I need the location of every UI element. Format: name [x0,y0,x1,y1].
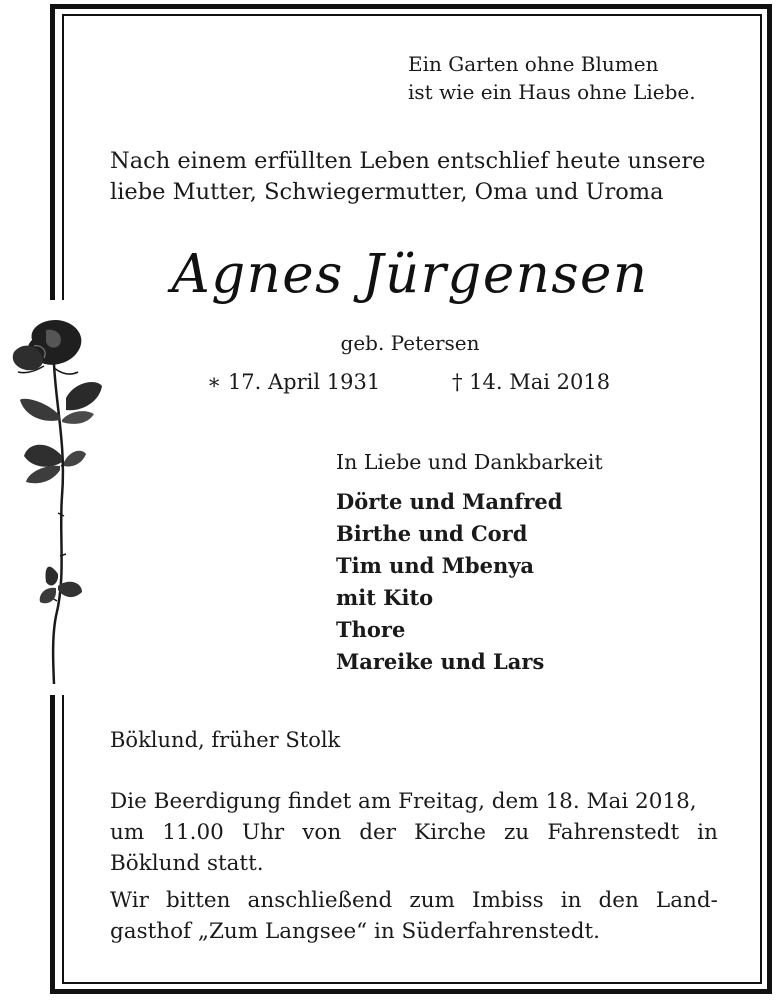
funeral-line-justified [110,817,718,848]
funeral-word: Uhr [241,820,285,845]
funeral-word: Wir [110,888,149,913]
motto-line: Ein Garten ohne Blumen [408,52,659,76]
funeral-word: Imbiss [472,888,544,913]
death-date: † 14. Mai 2018 [452,370,611,394]
funeral-line: Böklund statt. [110,851,264,876]
deceased-name: Agnes Jürgensen [171,244,649,305]
funeral-word: bitten [165,888,231,913]
motto-line: ist wie ein Haus ohne Liebe. [408,80,696,104]
thanks-line: In Liebe und Dankbarkeit [336,450,603,474]
mourner-entry: mit Kito [336,585,434,610]
mourner-entry: Thore [336,617,406,642]
intro-line: liebe Mutter, Schwiegermutter, Oma und Uroma [110,179,664,205]
funeral-word: um [110,820,145,845]
funeral-line: gasthof „Zum Langsee“ in Süderfahrenstedt. [110,919,600,944]
funeral-line-justified [110,885,718,916]
mourner-entry: Mareike und Lars [336,649,545,674]
mourner-entry: Tim und Mbenya [336,553,535,578]
mourner-entry: Birthe und Cord [336,521,528,546]
motto [408,50,696,106]
funeral-word: anschließend [247,888,393,913]
funeral-word: den [598,888,639,913]
funeral-word: Land- [655,888,718,913]
funeral-word: von [302,820,342,845]
funeral-word: in [697,820,718,845]
funeral-word: der [359,820,397,845]
funeral-word: Fahrenstedt [547,820,680,845]
place-line: Böklund, früher Stolk [110,728,341,752]
mourner-entry: Dörte und Manfred [336,489,563,514]
funeral-word: zu [504,820,530,845]
mourners-list [336,486,562,678]
funeral-word: Kirche [414,820,486,845]
intro-text [110,146,705,208]
funeral-word: in [560,888,582,913]
funeral-word: zum [409,888,455,913]
birth-date: ∗ 17. April 1931 [207,370,381,394]
intro-line: Nach einem erfüllten Leben entschlief heute unsere [110,148,706,174]
rose-icon [4,316,108,686]
maiden-name: geb. Petersen [340,331,480,355]
funeral-notice [110,786,718,947]
funeral-line: Die Beerdigung findet am Freitag, dem 18. Mai 2018, [110,789,697,814]
funeral-word: 11.00 [162,820,224,845]
